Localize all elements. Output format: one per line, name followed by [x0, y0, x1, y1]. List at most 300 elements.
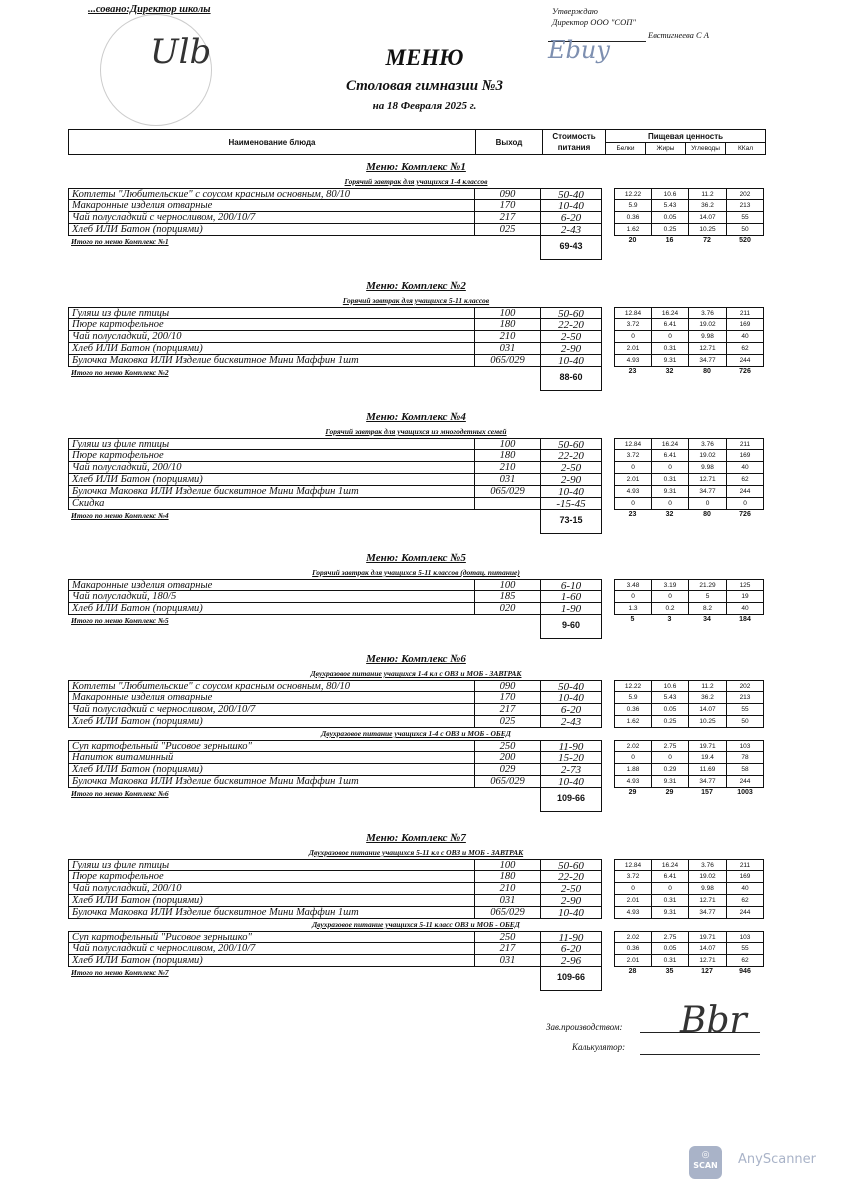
dish-output: 065/029 — [474, 907, 540, 919]
complex-section — [68, 549, 764, 639]
dish-fats: 16.24 — [651, 307, 688, 319]
table-row — [68, 212, 764, 224]
dish-carbs: 3.76 — [688, 307, 726, 319]
dish-kcal: 211 — [726, 438, 764, 450]
table-row — [68, 438, 764, 450]
dish-name: Чай полусладкий, 180/5 — [68, 591, 474, 603]
calculator-label: Калькулятор: — [572, 1042, 626, 1052]
dish-name: Чай полусладкий, 200/10 — [68, 883, 474, 895]
total-price: 88-60 — [540, 367, 602, 391]
dish-proteins: 2.01 — [614, 474, 651, 486]
dish-proteins: 0 — [614, 752, 651, 764]
dish-proteins: 5.9 — [614, 200, 651, 212]
dish-price: 10-40 — [540, 907, 602, 919]
approve-position: Директор ООО "СОП" — [552, 17, 636, 27]
dish-output: 170 — [474, 200, 540, 212]
dish-carbs: 12.71 — [688, 343, 726, 355]
table-row — [68, 486, 764, 498]
dish-kcal: 169 — [726, 450, 764, 462]
dish-price: 6-10 — [540, 579, 602, 591]
dish-price: 1-90 — [540, 603, 602, 615]
dish-proteins: 2.01 — [614, 343, 651, 355]
dish-price: 2-43 — [540, 224, 602, 236]
dish-name: Суп картофельный "Рисовое зернышко" — [68, 931, 474, 943]
dish-proteins: 3.72 — [614, 319, 651, 331]
dish-name: Чай полусладкий, 200/10 — [68, 462, 474, 474]
dish-fats: 0.25 — [651, 716, 688, 728]
dish-proteins: 0.36 — [614, 704, 651, 716]
dish-price: 50-40 — [540, 680, 602, 692]
table-row — [68, 883, 764, 895]
dish-price: 2-96 — [540, 955, 602, 967]
dish-output: 029 — [474, 764, 540, 776]
dish-output: 025 — [474, 716, 540, 728]
dish-output: 185 — [474, 591, 540, 603]
table-row — [68, 680, 764, 692]
complex-title: Меню: Комплекс №1 — [366, 161, 466, 173]
dish-output: 090 — [474, 680, 540, 692]
total-carbs: 72 — [703, 237, 711, 244]
dish-kcal: 213 — [726, 692, 764, 704]
dish-fats: 3.19 — [651, 579, 688, 591]
table-row — [68, 704, 764, 716]
table-row — [68, 776, 764, 788]
dish-kcal: 244 — [726, 355, 764, 367]
dish-fats: 9.31 — [651, 355, 688, 367]
total-carbs: 157 — [701, 789, 713, 796]
dish-price: 10-40 — [540, 200, 602, 212]
group-subtitle: Двухразовое питание учащихся 5-11 класс ОВЗ и МОБ - ОБЕД — [312, 920, 520, 929]
table-row — [68, 764, 764, 776]
dish-name: Булочка Маковка ИЛИ Изделие бисквитное Мини Маффин 1шт — [68, 486, 474, 498]
dish-output: 031 — [474, 895, 540, 907]
production-head-label: Зав.производством: — [546, 1022, 623, 1032]
total-fats: 32 — [665, 368, 674, 375]
dish-fats: 0.31 — [651, 895, 688, 907]
table-row — [68, 462, 764, 474]
col-carbs: Углеводы — [686, 143, 726, 154]
dish-output: 170 — [474, 692, 540, 704]
table-row — [68, 307, 764, 319]
approve-name: Евстигнеева С А — [648, 30, 710, 40]
complex-title: Меню: Комплекс №7 — [366, 832, 466, 844]
dish-kcal: 55 — [726, 212, 764, 224]
dish-carbs: 34.77 — [688, 486, 726, 498]
dish-output: 210 — [474, 883, 540, 895]
dish-fats: 0 — [651, 498, 688, 510]
total-proteins: 23 — [628, 511, 637, 518]
dish-fats: 6.41 — [651, 450, 688, 462]
dish-proteins: 0 — [614, 498, 651, 510]
dish-carbs: 34.77 — [688, 355, 726, 367]
total-carbs: 127 — [701, 968, 713, 975]
dish-price: 10-40 — [540, 355, 602, 367]
page-date: на 18 Февраля 2025 г. — [372, 100, 477, 112]
col-kcal: ККал — [738, 145, 753, 152]
table-row — [68, 591, 764, 603]
total-kcal: 726 — [739, 511, 751, 518]
dish-kcal: 211 — [726, 859, 764, 871]
table-row — [68, 579, 764, 591]
dish-carbs: 0 — [688, 498, 726, 510]
dish-kcal: 40 — [726, 603, 764, 615]
dish-price: 50-60 — [540, 307, 602, 319]
dish-proteins: 4.93 — [614, 907, 651, 919]
dish-output: 025 — [474, 224, 540, 236]
dish-proteins: 12.84 — [614, 307, 651, 319]
agreed-label: ...совано:Директор школы — [88, 4, 211, 15]
dish-kcal: 103 — [726, 931, 764, 943]
total-row — [68, 788, 764, 812]
dish-proteins: 1.3 — [614, 603, 651, 615]
total-kcal: 520 — [739, 237, 751, 244]
dish-kcal: 244 — [726, 907, 764, 919]
complex-section — [68, 277, 764, 391]
dish-kcal: 40 — [726, 331, 764, 343]
col-cost: Стоимость питания — [543, 130, 606, 154]
dish-carbs: 9.98 — [688, 462, 726, 474]
total-price: 69-43 — [540, 236, 602, 260]
dish-kcal: 55 — [726, 704, 764, 716]
dish-fats: 0 — [651, 331, 688, 343]
dish-carbs: 5 — [688, 591, 726, 603]
dish-name: Пюре картофельное — [68, 871, 474, 883]
dish-kcal: 169 — [726, 871, 764, 883]
dish-price: 2-50 — [540, 462, 602, 474]
total-carbs: 34 — [703, 616, 711, 623]
dish-output: 031 — [474, 474, 540, 486]
total-proteins: 5 — [630, 616, 635, 623]
dish-kcal: 50 — [726, 716, 764, 728]
dish-fats: 0.2 — [651, 603, 688, 615]
dish-fats: 16.24 — [651, 438, 688, 450]
dish-output: 020 — [474, 603, 540, 615]
table-row — [68, 716, 764, 728]
dish-proteins: 4.93 — [614, 486, 651, 498]
total-kcal: 726 — [739, 368, 751, 375]
table-row — [68, 474, 764, 486]
anyscanner-logo-icon: ◎ SCAN — [689, 1146, 722, 1179]
dish-fats: 0 — [651, 752, 688, 764]
dish-kcal: 19 — [726, 591, 764, 603]
total-fats: 29 — [665, 789, 674, 796]
dish-carbs: 36.2 — [688, 200, 726, 212]
group-subtitle: Двухразовое питание учащихся 5-11 кл с ОВЗ и МОБ - ЗАВТРАК — [308, 848, 524, 857]
dish-carbs: 19.02 — [688, 319, 726, 331]
dish-carbs: 11.2 — [688, 188, 726, 200]
dish-output: 217 — [474, 943, 540, 955]
dish-output: 065/029 — [474, 486, 540, 498]
total-label: Итого по меню Комплекс №2 — [71, 368, 169, 377]
dish-proteins: 0 — [614, 331, 651, 343]
dish-proteins: 12.22 — [614, 680, 651, 692]
table-row — [68, 740, 764, 752]
dish-name: Скидка — [68, 498, 474, 510]
dish-name: Хлеб ИЛИ Батон (порциями) — [68, 343, 474, 355]
dish-carbs: 21.29 — [688, 579, 726, 591]
dish-name: Хлеб ИЛИ Батон (порциями) — [68, 955, 474, 967]
dish-fats: 0 — [651, 462, 688, 474]
total-row — [68, 967, 764, 991]
dish-kcal: 55 — [726, 943, 764, 955]
dish-kcal: 202 — [726, 188, 764, 200]
dish-price: 2-90 — [540, 474, 602, 486]
dish-carbs: 14.07 — [688, 704, 726, 716]
dish-price: 2-43 — [540, 716, 602, 728]
dish-fats: 0 — [651, 591, 688, 603]
dish-price: 2-50 — [540, 883, 602, 895]
dish-carbs: 9.98 — [688, 883, 726, 895]
dish-kcal: 244 — [726, 776, 764, 788]
dish-proteins: 0 — [614, 883, 651, 895]
dish-name: Пюре картофельное — [68, 319, 474, 331]
table-row — [68, 343, 764, 355]
dish-price: 2-90 — [540, 343, 602, 355]
dish-name: Гуляш из филе птицы — [68, 438, 474, 450]
dish-name: Котлеты "Любительские" с соусом красным основным, 80/10 — [68, 680, 474, 692]
dish-kcal: 244 — [726, 486, 764, 498]
complex-section — [68, 650, 764, 812]
dish-carbs: 3.76 — [688, 859, 726, 871]
dish-kcal: 40 — [726, 883, 764, 895]
dish-output: 065/029 — [474, 776, 540, 788]
dish-carbs: 36.2 — [688, 692, 726, 704]
dish-price: 50-40 — [540, 188, 602, 200]
dish-output: 250 — [474, 740, 540, 752]
page-title: МЕНЮ — [385, 45, 464, 70]
approve-label: Утверждаю — [552, 6, 598, 16]
dish-name: Чай полусладкий с черносливом, 200/10/7 — [68, 704, 474, 716]
dish-proteins: 12.84 — [614, 859, 651, 871]
dish-output: 180 — [474, 319, 540, 331]
col-output: Выход — [476, 130, 543, 154]
dish-carbs: 11.69 — [688, 764, 726, 776]
total-price: 73-15 — [540, 510, 602, 534]
dish-carbs: 14.07 — [688, 212, 726, 224]
group-subtitle: Двухразовое питание учащихся 1-4 кл с ОВЗ и МОБ - ЗАВТРАК — [310, 669, 522, 678]
dish-name: Хлеб ИЛИ Батон (порциями) — [68, 603, 474, 615]
dish-fats: 0.29 — [651, 764, 688, 776]
total-row — [68, 367, 764, 391]
dish-carbs: 10.25 — [688, 716, 726, 728]
table-row — [68, 752, 764, 764]
dish-price: 6-20 — [540, 943, 602, 955]
dish-output: 090 — [474, 188, 540, 200]
dish-kcal: 125 — [726, 579, 764, 591]
dish-carbs: 11.2 — [688, 680, 726, 692]
dish-proteins: 12.84 — [614, 438, 651, 450]
group-subtitle: Двухразовое питание учащихся 1-4 с ОВЗ и МОБ - ОБЕД — [321, 729, 511, 738]
dish-carbs: 19.02 — [688, 871, 726, 883]
director-signature: Ulb — [150, 32, 212, 72]
dish-name: Булочка Маковка ИЛИ Изделие бисквитное Мини Маффин 1шт — [68, 355, 474, 367]
dish-carbs: 12.71 — [688, 955, 726, 967]
dish-output: 250 — [474, 931, 540, 943]
dish-proteins: 3.48 — [614, 579, 651, 591]
dish-fats: 5.43 — [651, 692, 688, 704]
dish-proteins: 1.62 — [614, 716, 651, 728]
dish-fats: 5.43 — [651, 200, 688, 212]
col-fats: Жиры — [646, 143, 686, 154]
dish-price: 6-20 — [540, 704, 602, 716]
group-subtitle: Горячий завтрак для учащихся 5-11 классов (дотац. питание) — [312, 568, 520, 577]
anyscanner-label: AnyScanner — [738, 1152, 817, 1167]
dish-proteins: 0.36 — [614, 943, 651, 955]
dish-fats: 0.25 — [651, 224, 688, 236]
total-price: 109-66 — [540, 788, 602, 812]
total-proteins: 23 — [628, 368, 637, 375]
dish-name: Макаронные изделия отварные — [68, 692, 474, 704]
total-fats: 16 — [665, 237, 674, 244]
total-row — [68, 236, 764, 260]
dish-proteins: 0 — [614, 462, 651, 474]
table-row — [68, 355, 764, 367]
dish-fats: 0.31 — [651, 343, 688, 355]
table-row — [68, 498, 764, 510]
dish-kcal: 62 — [726, 343, 764, 355]
dish-name: Чай полусладкий, 200/10 — [68, 331, 474, 343]
dish-name: Хлеб ИЛИ Батон (порциями) — [68, 474, 474, 486]
total-kcal: 184 — [739, 616, 751, 623]
table-header — [68, 129, 766, 155]
dish-proteins: 12.22 — [614, 188, 651, 200]
table-row — [68, 943, 764, 955]
total-price: 9-60 — [540, 615, 602, 639]
total-fats: 35 — [665, 968, 674, 975]
dish-name: Булочка Маковка ИЛИ Изделие бисквитное Мини Маффин 1шт — [68, 907, 474, 919]
dish-fats: 6.41 — [651, 871, 688, 883]
dish-proteins: 3.72 — [614, 871, 651, 883]
table-row — [68, 188, 764, 200]
dish-kcal: 62 — [726, 895, 764, 907]
dish-proteins: 2.01 — [614, 895, 651, 907]
dish-price: 22-20 — [540, 319, 602, 331]
dish-proteins: 1.62 — [614, 224, 651, 236]
production-signature: Bbr — [680, 1000, 747, 1041]
dish-proteins: 1.88 — [614, 764, 651, 776]
dish-price: 2-73 — [540, 764, 602, 776]
dish-name: Напиток витаминный — [68, 752, 474, 764]
table-row — [68, 331, 764, 343]
dish-fats: 9.31 — [651, 907, 688, 919]
total-label: Итого по меню Комплекс №4 — [71, 511, 169, 520]
complex-title: Меню: Комплекс №2 — [366, 280, 466, 292]
dish-price: 50-60 — [540, 859, 602, 871]
dish-carbs: 3.76 — [688, 438, 726, 450]
dish-name: Хлеб ИЛИ Батон (порциями) — [68, 716, 474, 728]
total-carbs: 80 — [703, 511, 711, 518]
table-row — [68, 450, 764, 462]
dish-kcal: 211 — [726, 307, 764, 319]
dish-price: 50-60 — [540, 438, 602, 450]
total-label: Итого по меню Комплекс №7 — [71, 968, 169, 977]
dish-output: 031 — [474, 343, 540, 355]
dish-name: Макаронные изделия отварные — [68, 579, 474, 591]
dish-price: 15-20 — [540, 752, 602, 764]
dish-kcal: 78 — [726, 752, 764, 764]
dish-carbs: 19.71 — [688, 740, 726, 752]
dish-kcal: 0 — [726, 498, 764, 510]
dish-fats: 0.05 — [651, 704, 688, 716]
dish-fats: 0.05 — [651, 212, 688, 224]
col-nutrition: Пищевая ценность Белки Жиры Углеводы ККал — [606, 130, 765, 154]
dish-carbs: 34.77 — [688, 776, 726, 788]
dish-carbs: 12.71 — [688, 895, 726, 907]
dish-output: 217 — [474, 212, 540, 224]
group-subtitle: Горячий завтрак для учащихся 5-11 классов — [342, 296, 490, 305]
total-proteins: 29 — [628, 789, 637, 796]
dish-fats: 16.24 — [651, 859, 688, 871]
dish-kcal: 62 — [726, 474, 764, 486]
approver-signature: Ebuy — [548, 36, 610, 64]
table-row — [68, 955, 764, 967]
dish-output: 210 — [474, 462, 540, 474]
total-kcal: 946 — [739, 968, 751, 975]
dish-output: 031 — [474, 955, 540, 967]
total-proteins: 20 — [628, 237, 637, 244]
dish-name: Макаронные изделия отварные — [68, 200, 474, 212]
dish-price: 11-90 — [540, 931, 602, 943]
dish-name: Булочка Маковка ИЛИ Изделие бисквитное Мини Маффин 1шт — [68, 776, 474, 788]
complex-section — [68, 829, 764, 991]
dish-proteins: 3.72 — [614, 450, 651, 462]
dish-carbs: 14.07 — [688, 943, 726, 955]
dish-fats: 10.6 — [651, 680, 688, 692]
dish-price: 11-90 — [540, 740, 602, 752]
table-row — [68, 895, 764, 907]
total-price: 109-66 — [540, 967, 602, 991]
dish-kcal: 103 — [726, 740, 764, 752]
col-proteins: Белки — [606, 143, 646, 154]
dish-fats: 0.31 — [651, 474, 688, 486]
dish-price: 10-40 — [540, 692, 602, 704]
dish-price: 6-20 — [540, 212, 602, 224]
total-label: Итого по меню Комплекс №5 — [71, 616, 169, 625]
dish-fats: 6.41 — [651, 319, 688, 331]
dish-fats: 2.75 — [651, 740, 688, 752]
dish-fats: 10.6 — [651, 188, 688, 200]
complex-section — [68, 158, 764, 260]
dish-carbs: 34.77 — [688, 907, 726, 919]
dish-name: Чай полусладкий с черносливом, 200/10/7 — [68, 212, 474, 224]
table-row — [68, 200, 764, 212]
dish-output: 100 — [474, 307, 540, 319]
dish-carbs: 19.4 — [688, 752, 726, 764]
dish-name: Гуляш из филе птицы — [68, 859, 474, 871]
table-row — [68, 931, 764, 943]
dish-output: 100 — [474, 579, 540, 591]
dish-fats: 0.31 — [651, 955, 688, 967]
dish-kcal: 169 — [726, 319, 764, 331]
calculator-line — [640, 1054, 760, 1055]
dish-price: 10-40 — [540, 776, 602, 788]
dish-name: Чай полусладкий с черносливом, 200/10/7 — [68, 943, 474, 955]
dish-proteins: 4.93 — [614, 776, 651, 788]
page-subtitle: Столовая гимназии №3 — [345, 78, 504, 94]
dish-name: Котлеты "Любительские" с соусом красным основным, 80/10 — [68, 188, 474, 200]
complex-section — [68, 408, 764, 534]
dish-output: 065/029 — [474, 355, 540, 367]
dish-fats: 0.05 — [651, 943, 688, 955]
dish-price: 10-40 — [540, 486, 602, 498]
dish-kcal: 50 — [726, 224, 764, 236]
dish-kcal: 202 — [726, 680, 764, 692]
dish-output — [474, 498, 540, 510]
total-proteins: 28 — [628, 968, 637, 975]
dish-fats: 9.31 — [651, 776, 688, 788]
dish-proteins: 0.36 — [614, 212, 651, 224]
dish-fats: 2.75 — [651, 931, 688, 943]
